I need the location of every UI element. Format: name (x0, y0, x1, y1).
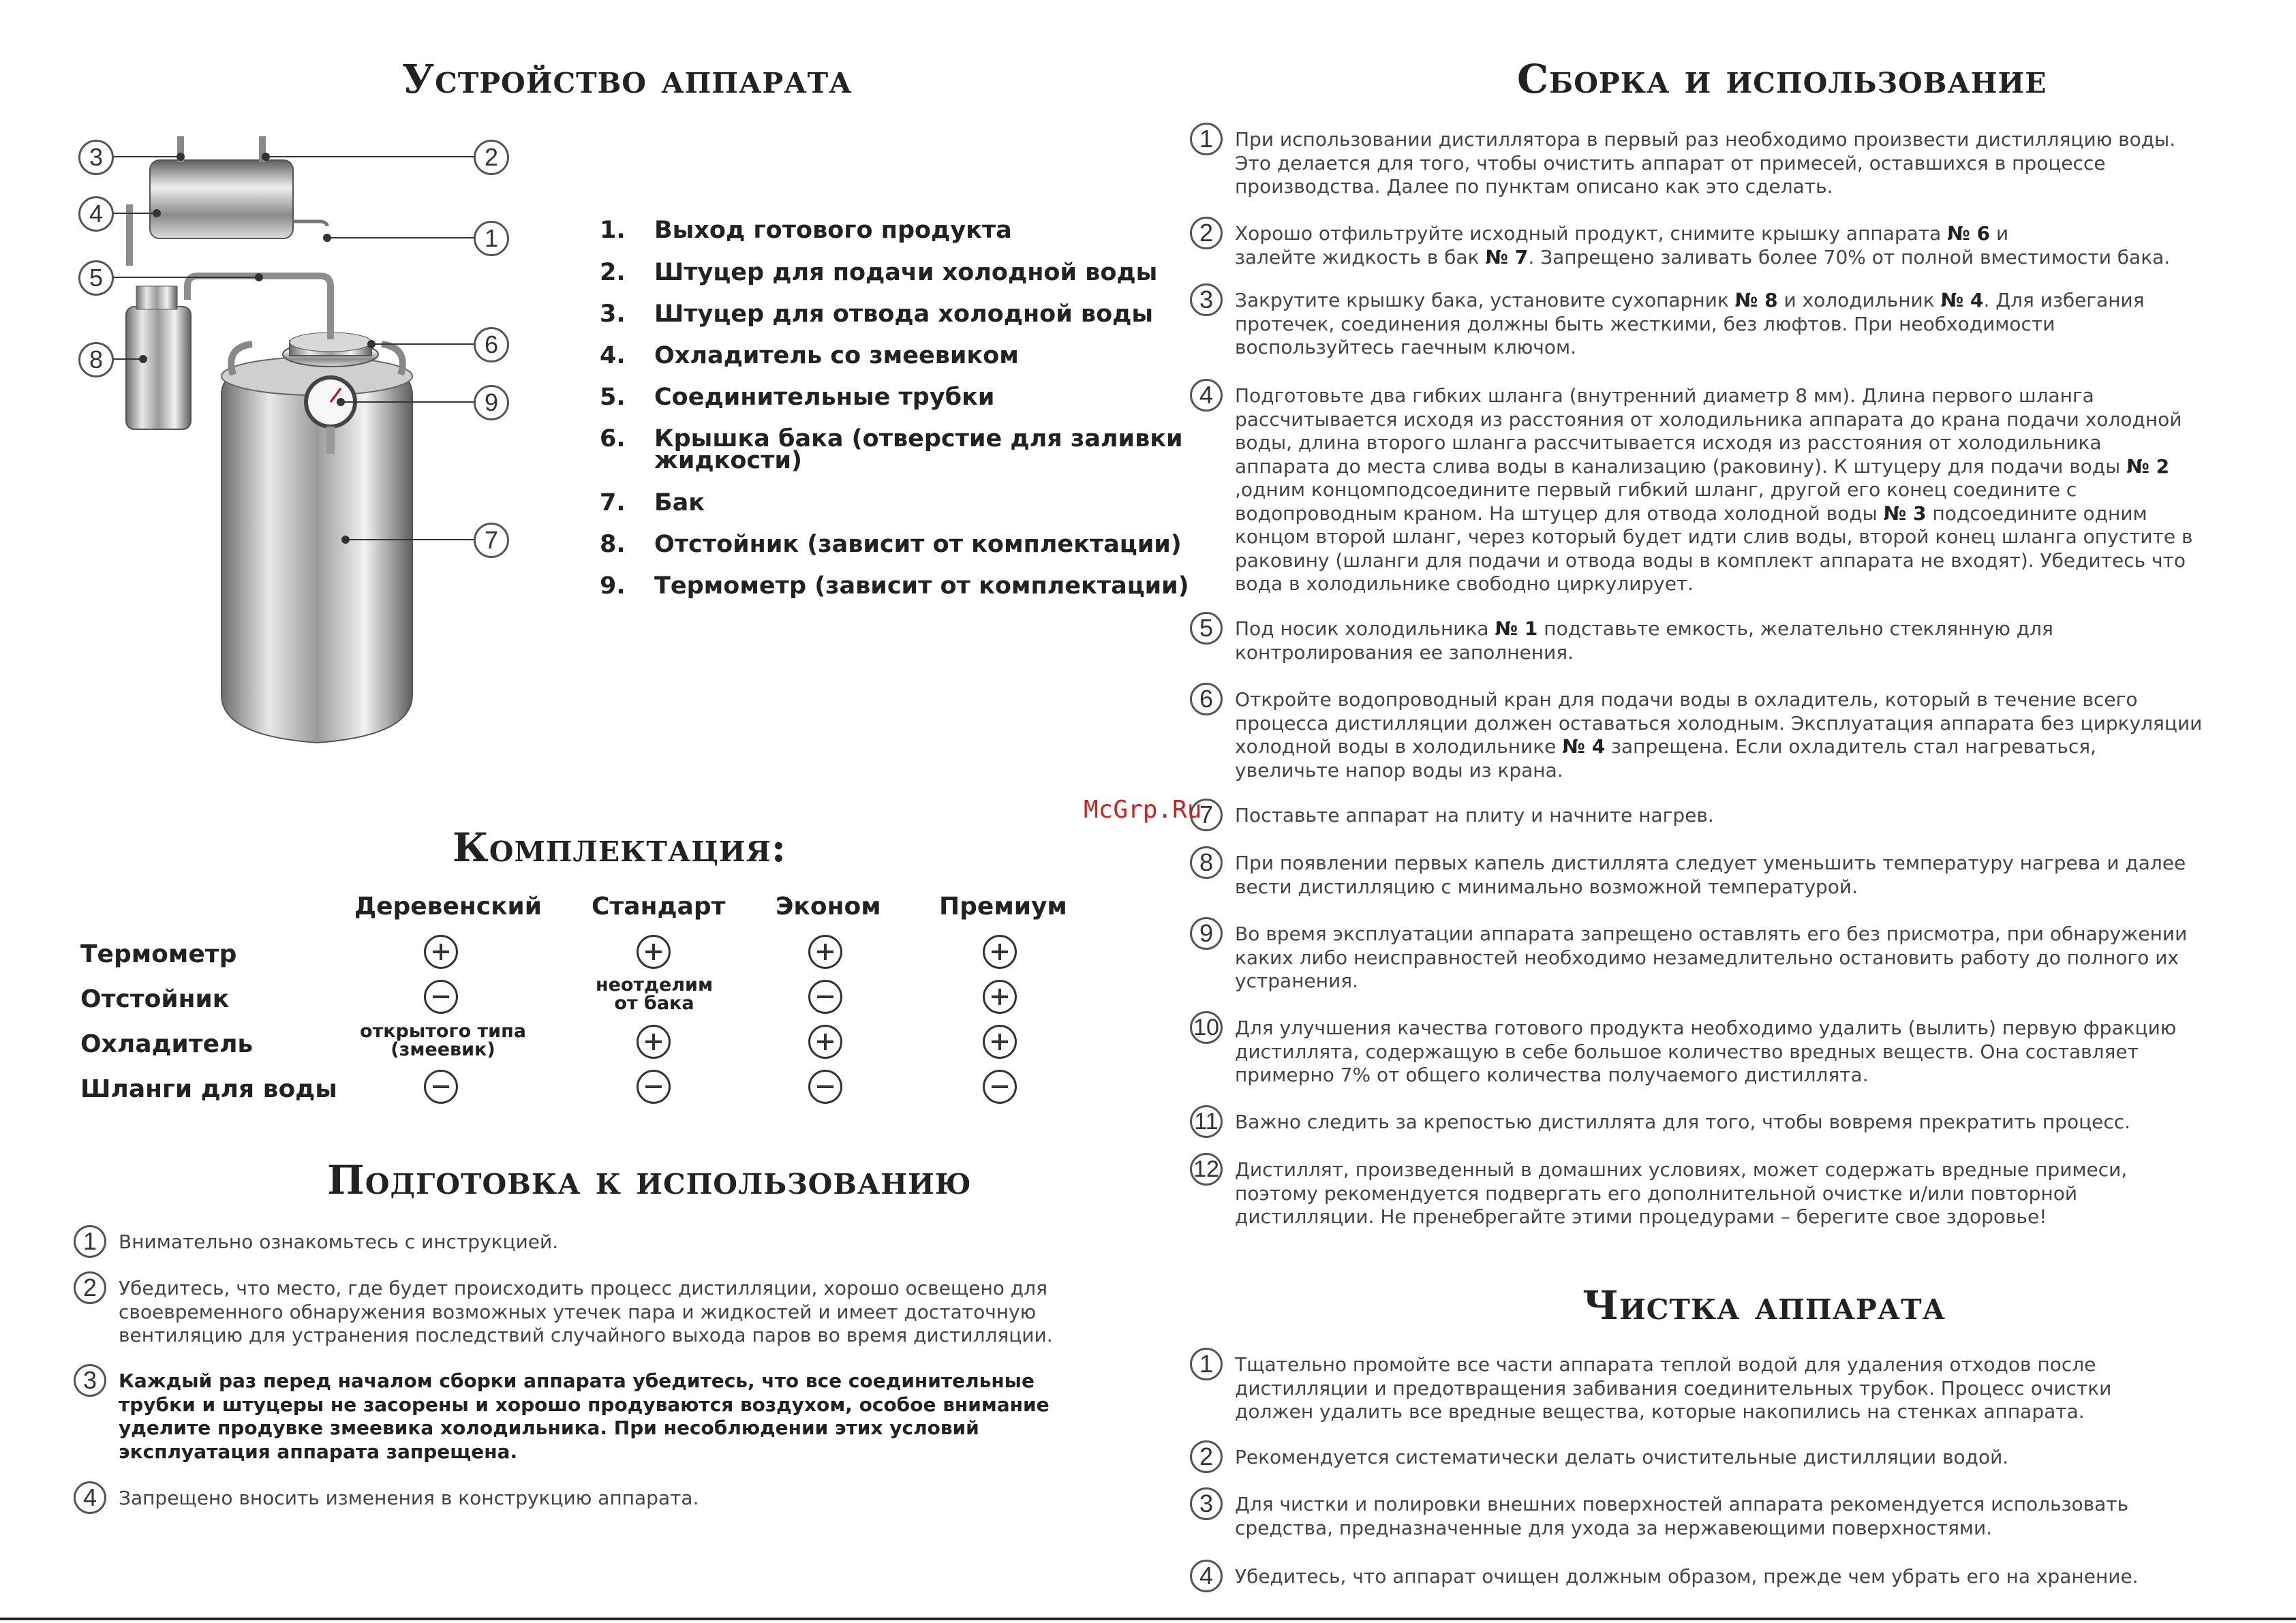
callout-7: 7 (474, 523, 509, 558)
step-text: Убедитесь, что место, где будет происходить процесс дистилляции, хорошо освещено для своевременного обнаружения возможных утечек пара и жидкостей и имеет достаточную вентиляцию для устранения последствий случайного выхода паров во время дистилляции. (119, 1277, 1053, 1346)
step-text: Поставьте аппарат на плиту и начните нагрев. (1235, 804, 1714, 826)
kit-row-label: Термометр (80, 940, 237, 968)
assembly-item (1193, 1156, 2214, 1229)
step-text: Запрещено вносить изменения в конструкцию аппарата. (119, 1487, 699, 1509)
assembly-item (1199, 801, 2214, 829)
step-text: Тщательно промойте все части аппарата теплой водой для удаления отходов после дистилляции и предотвращения забивания соединительных трубок. Процесс очистки должен удалить все вредные вещества, которые накопились на стенках аппарата. (1235, 1353, 2112, 1423)
step-number: 12 (1190, 1153, 1223, 1186)
kit-row-label: Охладитель (80, 1030, 254, 1058)
device-title: Устройство аппарата (402, 56, 853, 102)
distiller-diagram (55, 123, 532, 777)
kit-col-header: Премиум (939, 893, 1067, 921)
cleaning-title: Чистка аппарата (1582, 1282, 1946, 1329)
step-number: 4 (1190, 379, 1223, 412)
callout-6: 6 (474, 327, 509, 362)
step-number: 5 (1190, 612, 1223, 645)
cleaning-item (1199, 1350, 2214, 1424)
kit-row-label: Отстойник (80, 985, 230, 1013)
cleaning-item (1199, 1489, 2214, 1540)
step-number: 9 (1190, 917, 1223, 950)
step-number: 8 (1190, 846, 1223, 879)
kit-col-header: Стандарт (592, 893, 726, 921)
kit-row-label: Шланги для воды (80, 1075, 337, 1103)
kit-plus-icon (808, 1025, 842, 1059)
step-text: Для улучшения качества готового продукта необходимо удалить (вылить) первую фракцию дистиллята, содержащую в себе большое количество вредных веществ. Она составляет примерно 7% от общего количества получаемого дистиллята. (1235, 1017, 2177, 1086)
kit-minus-icon (637, 1070, 671, 1104)
prep-item (82, 1273, 2214, 1348)
step-text: Рекомендуется систематически делать очистительные дистилляции водой. (1235, 1446, 2009, 1468)
cleaning-item (1199, 1562, 2214, 1590)
step-number: 1 (1190, 123, 1223, 155)
step-number: 6 (1190, 683, 1223, 715)
callout-5: 5 (78, 260, 114, 296)
assembly-item (1199, 848, 2214, 899)
assembly-title: Сборка и использование (1517, 56, 2047, 102)
kit-cell-text: неотделим от бака (595, 974, 714, 1014)
step-number: 4 (1190, 1560, 1223, 1592)
kit-minus-icon (424, 980, 458, 1014)
kit-plus-icon (637, 935, 671, 969)
kit-plus-icon (983, 1025, 1017, 1059)
step-text: Внимательно ознакомьтесь с инструкцией. (119, 1231, 559, 1253)
step-number: 2 (74, 1271, 106, 1304)
step-number: 11 (1190, 1105, 1223, 1138)
prep-title: Подготовка к использованию (327, 1157, 972, 1203)
assembly-item (1199, 219, 2214, 269)
step-number: 1 (74, 1225, 106, 1258)
assembly-item (1193, 1015, 2214, 1087)
step-text: При использовании дистиллятора в первый раз необходимо произвести дистилляцию воды. Это делается для того, чтобы очистить аппарат от примесей, оставшихся в процессе производства. Далее по пунктам описано как это сделать. (1235, 128, 2176, 198)
step-number: 4 (74, 1481, 106, 1514)
kit-plus-icon (983, 980, 1017, 1014)
assembly-item (1199, 919, 2214, 993)
step-text: Дистиллят, произведенный в домашних условиях, может содержать вредные примеси, поэтому рекомендуется подвергать его дополнительной очистке и/или повторной дистилляции. Не пренебрегайте этими процедурами – берегите свое здоровье! (1235, 1158, 2128, 1228)
kit-minus-icon (808, 980, 842, 1014)
step-text: Важно следить за крепостью дистиллята для того, чтобы вовремя прекратить процесс. (1235, 1111, 2131, 1133)
assembly-item (1199, 685, 2214, 782)
kit-cell-text: открытого типа (змеевик) (360, 1021, 526, 1060)
step-number: 7 (1190, 799, 1223, 831)
cooler (150, 136, 327, 238)
step-text: Во время эксплуатации аппарата запрещено оставлять его без присмотра, при обнаружении каких либо неисправностей необходимо незамедлительно остановить работу до полного их устранения. (1235, 923, 2188, 992)
kit-col-header: Деревенский (354, 893, 542, 921)
kit-plus-icon (808, 935, 842, 969)
step-text: При появлении первых капель дистиллята следует уменьшить температуру нагрева и далее вести дистилляцию с минимально возможной температурой. (1235, 852, 2186, 898)
bottom-divider (0, 1618, 2296, 1620)
assembly-item (1199, 381, 2214, 596)
step-text: Под носик холодильника № 1 подставьте емкость, желательно стеклянную для контролирования ее заполнения. (1235, 617, 2053, 664)
callout-3: 3 (78, 140, 114, 175)
kit-plus-icon (983, 935, 1017, 969)
settling-tank (126, 286, 191, 429)
step-number: 1 (1190, 1348, 1223, 1380)
kit-minus-icon (424, 1070, 458, 1104)
assembly-item (1199, 285, 2214, 360)
step-text: Хорошо отфильтруйте исходный продукт, снимите крышку аппарата № 6 и залейте жидкость в бак № 7. Запрещено заливать более 70% от полной вместимости бака. (1235, 222, 2171, 268)
assembly-item (1199, 614, 2214, 664)
assembly-item (1199, 125, 2214, 199)
step-number: 3 (1190, 1487, 1223, 1520)
watermark: McGrp.Ru (1084, 796, 1202, 824)
callout-1: 1 (474, 221, 509, 256)
prep-item (82, 1227, 2214, 1255)
step-text: Подготовьте два гибких шланга (внутренний диаметр 8 мм). Длина первого шланга рассчитывается исходя из расстояния от холодильника аппарата до крана подачи холодной воды, длина второго шланга рассчитывается исходя из расстояния от холодильника аппарата до места слива воды в канализацию (раковину). К штуцеру для подачи воды № 2 ,одним концомподсоедините первый гибкий шланг, другой его конец соедините с водопроводным краном. На штуцер для отвода холодной воды № 3 подсоедините одним концом второй шланг, через который будет идти слив воды, второй конец шланга опустите в раковину (шланги для подачи и отвода воды в комплект аппарата не входят). Убедитесь что вода в холодильнике свободно циркулирует. (1235, 384, 2193, 595)
callout-9: 9 (474, 385, 509, 420)
kit-minus-icon (808, 1070, 842, 1104)
callout-8: 8 (78, 342, 114, 377)
kit-col-header: Эконом (776, 893, 881, 921)
assembly-item (1194, 1109, 2214, 1134)
step-text: Закрутите крышку бака, установите сухопарник № 8 и холодильник № 4. Для избегания протечек, соединения должны быть жесткими, без люфтов. При необходимости воспользуйтесь гаечным ключом. (1235, 289, 2145, 358)
callout-4: 4 (78, 196, 114, 232)
kit-plus-icon (424, 935, 458, 969)
step-number: 10 (1190, 1011, 1223, 1044)
cleaning-item (1199, 1442, 2214, 1470)
kit-minus-icon (983, 1070, 1017, 1104)
step-text: Убедитесь, что аппарат очищен должным образом, прежде чем убрать его на хранение. (1235, 1565, 2139, 1588)
step-number: 3 (1190, 283, 1223, 316)
kit-plus-icon (637, 1025, 671, 1059)
step-text: Для чистки и полировки внешних поверхностей аппарата рекомендуется использовать средства, предназначенные для ухода за нержавеющими поверхностями. (1235, 1493, 2129, 1539)
kit-title: Комплектация: (453, 824, 787, 871)
step-text: Каждый раз перед началом сборки аппарата убедитесь, что все соединительные трубки и штуцеры не засорены и хорошо продуваются воздухом, особое внимание уделите продувке змеевика холодильника. При несоблюдении этих условий эксплуатация аппарата запрещена. (119, 1370, 1050, 1463)
step-number: 3 (74, 1364, 106, 1397)
callout-2: 2 (474, 140, 509, 175)
step-text: Откройте водопроводный кран для подачи воды в охладитель, который в течение всего процесса дистилляции должен оставаться холодным. Эксплуатация аппарата без циркуляции холодной воды в холодильнике № 4 запрещена. Если охладитель стал нагреваться, увеличьте напор воды из крана. (1235, 688, 2203, 782)
step-number: 2 (1190, 1440, 1223, 1473)
step-number: 2 (1190, 217, 1223, 249)
